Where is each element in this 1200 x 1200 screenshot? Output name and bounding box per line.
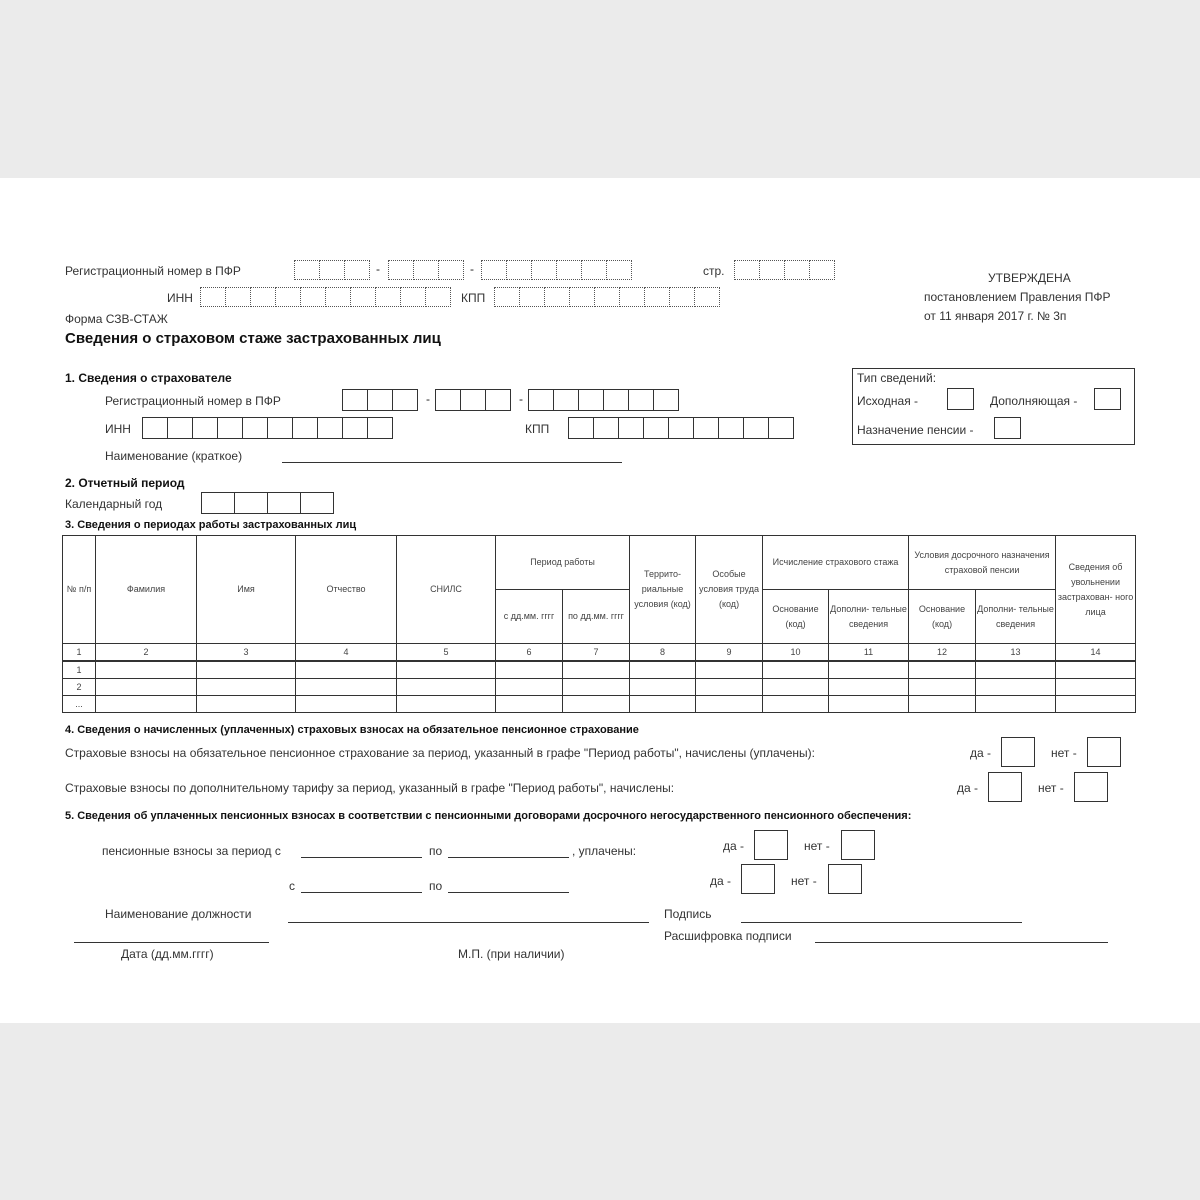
info-type-supplementary-checkbox[interactable] xyxy=(1094,388,1121,410)
col-from-header: с дд.мм. гггг xyxy=(496,590,563,644)
col-calc-extra-header: Дополни- тельные сведения xyxy=(829,590,909,644)
section5-to-label-1: по xyxy=(429,844,443,858)
col-early-header: Условия досрочного назначения страховой пенсии xyxy=(909,536,1056,590)
row-number: 2 xyxy=(63,679,96,696)
table-cell[interactable] xyxy=(397,661,496,679)
section4-no-checkbox-2[interactable] xyxy=(1074,772,1108,802)
section5-no-checkbox-1[interactable] xyxy=(841,830,875,860)
table-cell[interactable] xyxy=(909,661,976,679)
col-period-header: Период работы xyxy=(496,536,630,590)
table-cell[interactable] xyxy=(630,661,696,679)
table-row xyxy=(63,679,1136,696)
table-cell[interactable] xyxy=(563,679,630,696)
stamp-label: М.П. (при наличии) xyxy=(458,947,565,961)
section4-yes-checkbox-2[interactable] xyxy=(988,772,1022,802)
col-dismissal-header: Сведения об увольнении застрахован- ного лица xyxy=(1056,536,1136,644)
table-cell[interactable] xyxy=(829,661,909,679)
col-early-extra-header: Дополни- тельные сведения xyxy=(976,590,1056,644)
table-cell[interactable] xyxy=(197,661,296,679)
position-label: Наименование должности xyxy=(105,907,252,921)
signature-field[interactable] xyxy=(741,922,1022,923)
table-cell[interactable] xyxy=(197,696,296,713)
info-type-pension-label: Назначение пенсии - xyxy=(857,423,974,437)
column-number: 2 xyxy=(96,644,197,662)
column-number: 7 xyxy=(563,644,630,662)
table-cell[interactable] xyxy=(96,696,197,713)
section5-to-field-1[interactable] xyxy=(448,857,569,858)
section5-to-label-2: по xyxy=(429,879,443,893)
col-territorial-header: Террито- риальные условия (код) xyxy=(630,536,696,644)
header-reg-part3[interactable] xyxy=(481,260,631,280)
col-surname-header: Фамилия xyxy=(96,536,197,644)
table-cell[interactable] xyxy=(496,661,563,679)
column-number: 14 xyxy=(1056,644,1136,662)
section5-from-label-2: с xyxy=(289,879,295,893)
table-cell[interactable] xyxy=(630,679,696,696)
section1-heading: 1. Сведения о страхователе xyxy=(65,371,232,385)
column-number: 11 xyxy=(829,644,909,662)
dash: - xyxy=(470,262,474,276)
section4-no-label-2: нет - xyxy=(1038,781,1064,795)
approval-line1: УТВЕРЖДЕНА xyxy=(988,271,1071,285)
section5-no-label-1: нет - xyxy=(804,839,830,853)
approval-line2: постановлением Правления ПФР xyxy=(924,290,1111,304)
table-cell[interactable] xyxy=(829,696,909,713)
table-cell[interactable] xyxy=(1056,679,1136,696)
section1-reg-part1[interactable] xyxy=(342,389,417,411)
approval-line3: от 11 января 2017 г. № 3п xyxy=(924,309,1067,323)
col-calc-basis-header: Основание (код) xyxy=(763,590,829,644)
table-cell[interactable] xyxy=(976,696,1056,713)
table-cell[interactable] xyxy=(96,679,197,696)
section4-line2: Страховые взносы по дополнительному тарифу за период, указанный в графе "Период работы", начислены: xyxy=(65,781,675,795)
section5-heading: 5. Сведения об уплаченных пенсионных взносах в соответствии с пенсионными договорами досрочного негосударственного пенсионного обеспечения: xyxy=(65,810,912,822)
signature-label: Подпись xyxy=(664,907,712,921)
info-type-original-label: Исходная - xyxy=(857,394,919,408)
column-numbers-row xyxy=(63,644,1136,662)
table-cell[interactable] xyxy=(296,679,397,696)
signature-decoding-field[interactable] xyxy=(815,942,1108,943)
section4-line1: Страховые взносы на обязательное пенсионное страхование за период, указанный в графе "Период работы", начислены (уплачены): xyxy=(65,746,815,760)
col-name-header: Имя xyxy=(197,536,296,644)
dash: - xyxy=(376,262,380,276)
column-number: 4 xyxy=(296,644,397,662)
header-reg-label: Регистрационный номер в ПФР xyxy=(65,264,241,278)
info-type-original-checkbox[interactable] xyxy=(947,388,974,410)
section1-kpp-field[interactable] xyxy=(568,417,793,439)
section4-no-label-1: нет - xyxy=(1051,746,1077,760)
section1-kpp-label: КПП xyxy=(525,422,550,436)
header-page-label: стр. xyxy=(703,264,725,278)
info-type-title: Тип сведений: xyxy=(857,371,937,385)
header-inn-field[interactable] xyxy=(200,287,450,307)
column-number: 13 xyxy=(976,644,1056,662)
header-page-field[interactable] xyxy=(734,260,834,280)
section1-reg-part3[interactable] xyxy=(528,389,678,411)
table-cell[interactable] xyxy=(909,679,976,696)
row-number: ... xyxy=(63,696,96,713)
table-cell[interactable] xyxy=(763,661,829,679)
section4-yes-checkbox-1[interactable] xyxy=(1001,737,1035,767)
table-cell[interactable] xyxy=(829,679,909,696)
section1-inn-field[interactable] xyxy=(142,417,392,439)
table-cell[interactable] xyxy=(1056,661,1136,679)
table-cell[interactable] xyxy=(496,696,563,713)
column-number: 9 xyxy=(696,644,763,662)
column-number: 10 xyxy=(763,644,829,662)
table-cell[interactable] xyxy=(197,679,296,696)
table-cell[interactable] xyxy=(563,696,630,713)
col-early-basis-header: Основание (код) xyxy=(909,590,976,644)
table-cell[interactable] xyxy=(976,679,1056,696)
table-cell[interactable] xyxy=(696,679,763,696)
table-cell[interactable] xyxy=(496,679,563,696)
section1-reg-label: Регистрационный номер в ПФР xyxy=(105,394,281,408)
table-cell[interactable] xyxy=(96,661,197,679)
column-number: 12 xyxy=(909,644,976,662)
table-cell[interactable] xyxy=(296,696,397,713)
section5-paid-label: , уплачены: xyxy=(572,844,637,858)
section3-heading: 3. Сведения о периодах работы застрахованных лиц xyxy=(65,519,357,531)
table-cell[interactable] xyxy=(1056,696,1136,713)
table-row xyxy=(63,696,1136,713)
table-cell[interactable] xyxy=(763,679,829,696)
column-number: 3 xyxy=(197,644,296,662)
signature-decoding-label: Расшифровка подписи xyxy=(664,929,792,943)
col-num-header: № п/п xyxy=(63,536,96,644)
section1-inn-label: ИНН xyxy=(105,422,131,436)
position-field[interactable] xyxy=(288,922,649,923)
section1-name-label: Наименование (краткое) xyxy=(105,449,243,463)
info-type-supplementary-label: Дополняющая - xyxy=(990,394,1078,408)
section4-no-checkbox-1[interactable] xyxy=(1087,737,1121,767)
column-number: 5 xyxy=(397,644,496,662)
column-number: 1 xyxy=(63,644,96,662)
section5-no-label-2: нет - xyxy=(791,874,817,888)
section5-from-field-2[interactable] xyxy=(301,892,422,893)
section5-period-label: пенсионные взносы за период с xyxy=(102,844,281,858)
section4-yes-label-1: да - xyxy=(970,746,992,760)
table-cell[interactable] xyxy=(763,696,829,713)
table-cell[interactable] xyxy=(976,661,1056,679)
col-to-header: по дд.мм. гггг xyxy=(563,590,630,644)
column-number: 6 xyxy=(496,644,563,662)
section5-yes-label-1: да - xyxy=(723,839,745,853)
date-field[interactable] xyxy=(74,942,269,943)
header-reg-part1[interactable] xyxy=(294,260,369,280)
work-periods-table xyxy=(62,535,1136,713)
table-cell[interactable] xyxy=(909,696,976,713)
dash: - xyxy=(519,392,523,406)
header-kpp-field[interactable] xyxy=(494,287,719,307)
table-cell[interactable] xyxy=(696,696,763,713)
section5-to-field-2[interactable] xyxy=(448,892,569,893)
section1-name-field[interactable] xyxy=(282,462,622,463)
col-snils-header: СНИЛС xyxy=(397,536,496,644)
info-type-pension-checkbox[interactable] xyxy=(994,417,1021,439)
header-kpp-label: КПП xyxy=(461,291,486,305)
date-label: Дата (дд.мм.гггг) xyxy=(121,947,214,961)
col-patronymic-header: Отчество xyxy=(296,536,397,644)
section4-heading: 4. Сведения о начисленных (уплаченных) страховых взносах на обязательное пенсионное страхование xyxy=(65,724,639,736)
column-number: 8 xyxy=(630,644,696,662)
table-cell[interactable] xyxy=(296,661,397,679)
col-special-header: Особые условия труда (код) xyxy=(696,536,763,644)
section2-year-label: Календарный год xyxy=(65,497,163,511)
section2-heading: 2. Отчетный период xyxy=(65,476,185,490)
table-cell[interactable] xyxy=(696,661,763,679)
row-number: 1 xyxy=(63,661,96,679)
table-cell[interactable] xyxy=(397,679,496,696)
form-code: Форма СЗВ-СТАЖ xyxy=(65,312,168,326)
form-sheet xyxy=(0,178,1200,1023)
section5-no-checkbox-2[interactable] xyxy=(828,864,862,894)
section4-yes-label-2: да - xyxy=(957,781,979,795)
header-inn-label: ИНН xyxy=(167,291,193,305)
section1-reg-part2[interactable] xyxy=(435,389,510,411)
section5-yes-checkbox-1[interactable] xyxy=(754,830,788,860)
table-cell[interactable] xyxy=(563,661,630,679)
section2-year-field[interactable] xyxy=(201,492,333,514)
table-row xyxy=(63,661,1136,679)
table-cell[interactable] xyxy=(630,696,696,713)
section5-from-field-1[interactable] xyxy=(301,857,422,858)
col-calc-header: Исчисление страхового стажа xyxy=(763,536,909,590)
section5-yes-checkbox-2[interactable] xyxy=(741,864,775,894)
section5-yes-label-2: да - xyxy=(710,874,732,888)
header-reg-part2[interactable] xyxy=(388,260,463,280)
form-title: Сведения о страховом стаже застрахованных лиц xyxy=(65,330,441,347)
table-cell[interactable] xyxy=(397,696,496,713)
dash: - xyxy=(426,392,430,406)
